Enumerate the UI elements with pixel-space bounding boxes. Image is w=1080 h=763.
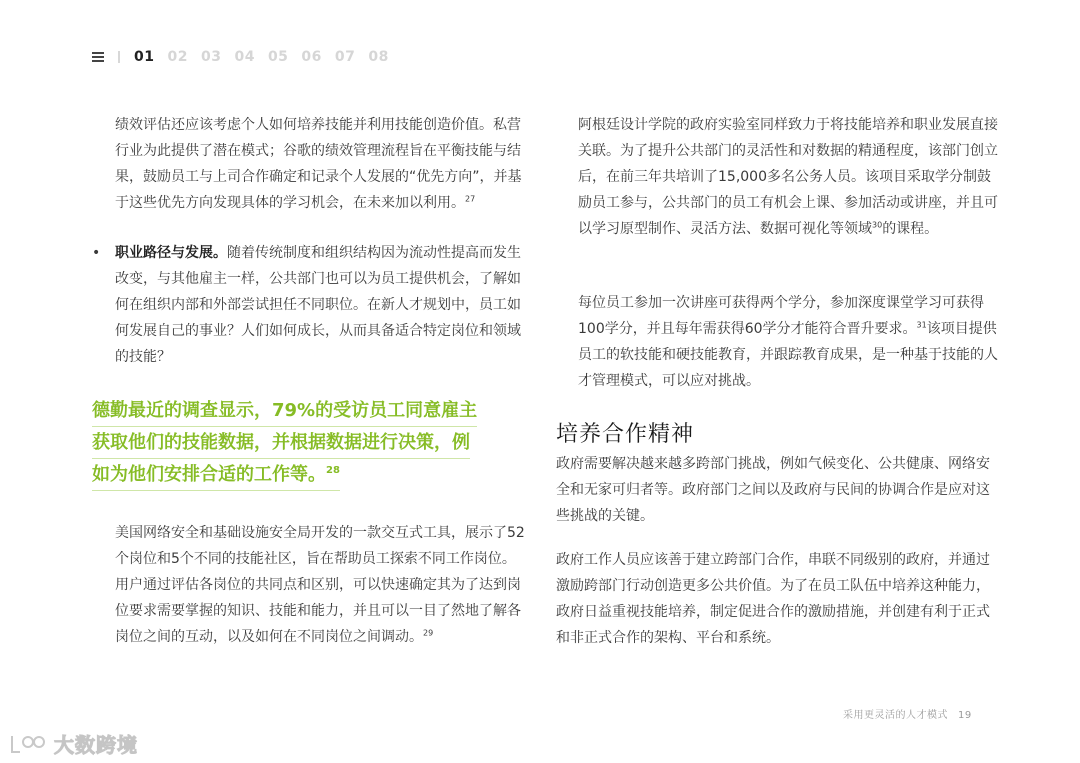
nav-divider [118,51,120,63]
paragraph-argentina-lab [578,112,998,242]
nav-item-02[interactable]: 02 [167,49,188,65]
pull-quote-line-2: 获取他们的技能数据，并根据数据进行决策，例 [92,427,470,459]
paragraph-cross-department [556,451,1001,529]
footnote-ref[interactable]: 27 [465,194,476,204]
footnote-ref[interactable]: 28 [326,465,340,476]
menu-icon[interactable] [92,52,104,62]
footnote-ref[interactable]: 29 [423,628,434,638]
nav-item-06[interactable]: 06 [301,49,322,65]
footer-title: 采用更灵活的人才模式 [843,710,948,721]
nav-item-05[interactable]: 05 [267,49,289,65]
pull-quote-line-3: 如为他们安排合适的工作等。 [92,464,326,485]
paragraph-text: 每位员工参加一次讲座可获得两个学分，参加深度课堂学习可获得100学分，并且每年需获得60学分才能符合晋升要求。 [578,295,984,337]
bullet-career-path [92,240,525,370]
paragraph-text-cont: 的课程。 [882,221,939,237]
paragraph-text: 政府工作人员应该善于建立跨部门合作，串联不同级别的政府，并通过激励跨部门行动创造更多公共价值。为了在员工队伍中培养这种能力，政府日益重视技能培养，制定促进合作的激励措施，并创建有利于正式和非正式合作的架构、平台和系统。 [556,552,990,646]
nav-item-03[interactable]: 03 [200,49,222,65]
nav-item-01[interactable]: 01 [134,49,155,65]
page-footer [843,706,972,721]
paragraph-text: 阿根廷设计学院的政府实验室同样致力于将技能培养和职业发展直接关联。为了提升公共部门的灵活性和对数据的精通程度，该部门创立后，在前三年共培训了15,000多名公务人员。该项目采取学分制鼓励员工参与，公共部门的员工有机会上课、参加活动或讲座，并且可以学习原型制作、灵活方法、数据可视化等领域 [578,117,998,237]
pull-quote [92,395,532,491]
nav-item-04[interactable]: 04 [234,49,255,65]
paragraph-text-cont: 该项目提供员工的软技能和硬技能教育，并跟踪教育成果，是一种基于技能的人才管理模式，可以应对挑战。 [578,321,998,389]
paragraph-performance-review [115,112,525,216]
paragraph-collaboration [556,547,1001,651]
paragraph-text: 绩效评估还应该考虑个人如何培养技能并利用技能创造价值。私营行业为此提供了潜在模式；谷歌的绩效管理流程旨在平衡技能与结果，鼓励员工与上司合作确定和记录个人发展的“优先方向”，并基于这些优先方向发现具体的学习机会，在未来加以利用。 [115,117,522,211]
nav-item-08[interactable]: 08 [368,49,389,65]
section-heading: 培养合作精神 [556,422,695,447]
paragraph-cisa-tool [115,520,525,650]
watermark-logo-icon [8,732,48,756]
paragraph-text: 政府需要解决越来越多跨部门挑战，例如气候变化、公共健康、网络安全和无家可归者等。政府部门之间以及政府与民间的协调合作是应对这些挑战的关键。 [556,456,990,524]
pull-quote-line-1: 德勤最近的调查显示，79%的受访员工同意雇主 [92,395,477,427]
footnote-ref[interactable]: 30 [872,220,883,230]
nav-item-07[interactable]: 07 [334,49,356,65]
watermark [8,729,138,758]
bullet-text: 随着传统制度和组织结构因为流动性提高而发生改变，与其他雇主一样，公共部门也可以为员工提供机会，了解如何在组织内部和外部尝试担任不同职位。在新人才规划中，员工如何发展自己的事业？人们如何成长，从而具备适合特定岗位和领域的技能？ [115,245,521,365]
bullet-dot: • [92,245,101,261]
paragraph-credits [578,290,998,394]
footnote-ref[interactable]: 31 [916,320,927,330]
section-nav [92,47,402,67]
bullet-title: 职业路径与发展。 [115,245,227,261]
watermark-text: 大数跨境 [54,733,138,757]
paragraph-text: 美国网络安全和基础设施安全局开发的一款交互式工具，展示了52个岗位和5个不同的技能社区，旨在帮助员工探索不同工作岗位。用户通过评估各岗位的共同点和区别，可以快速确定其为了达到岗位要求需要掌握的知识、技能和能力，并且可以一目了然地了解各岗位之间的互动，以及如何在不同岗位之间调动。 [115,525,525,645]
page-number: 19 [958,710,972,721]
